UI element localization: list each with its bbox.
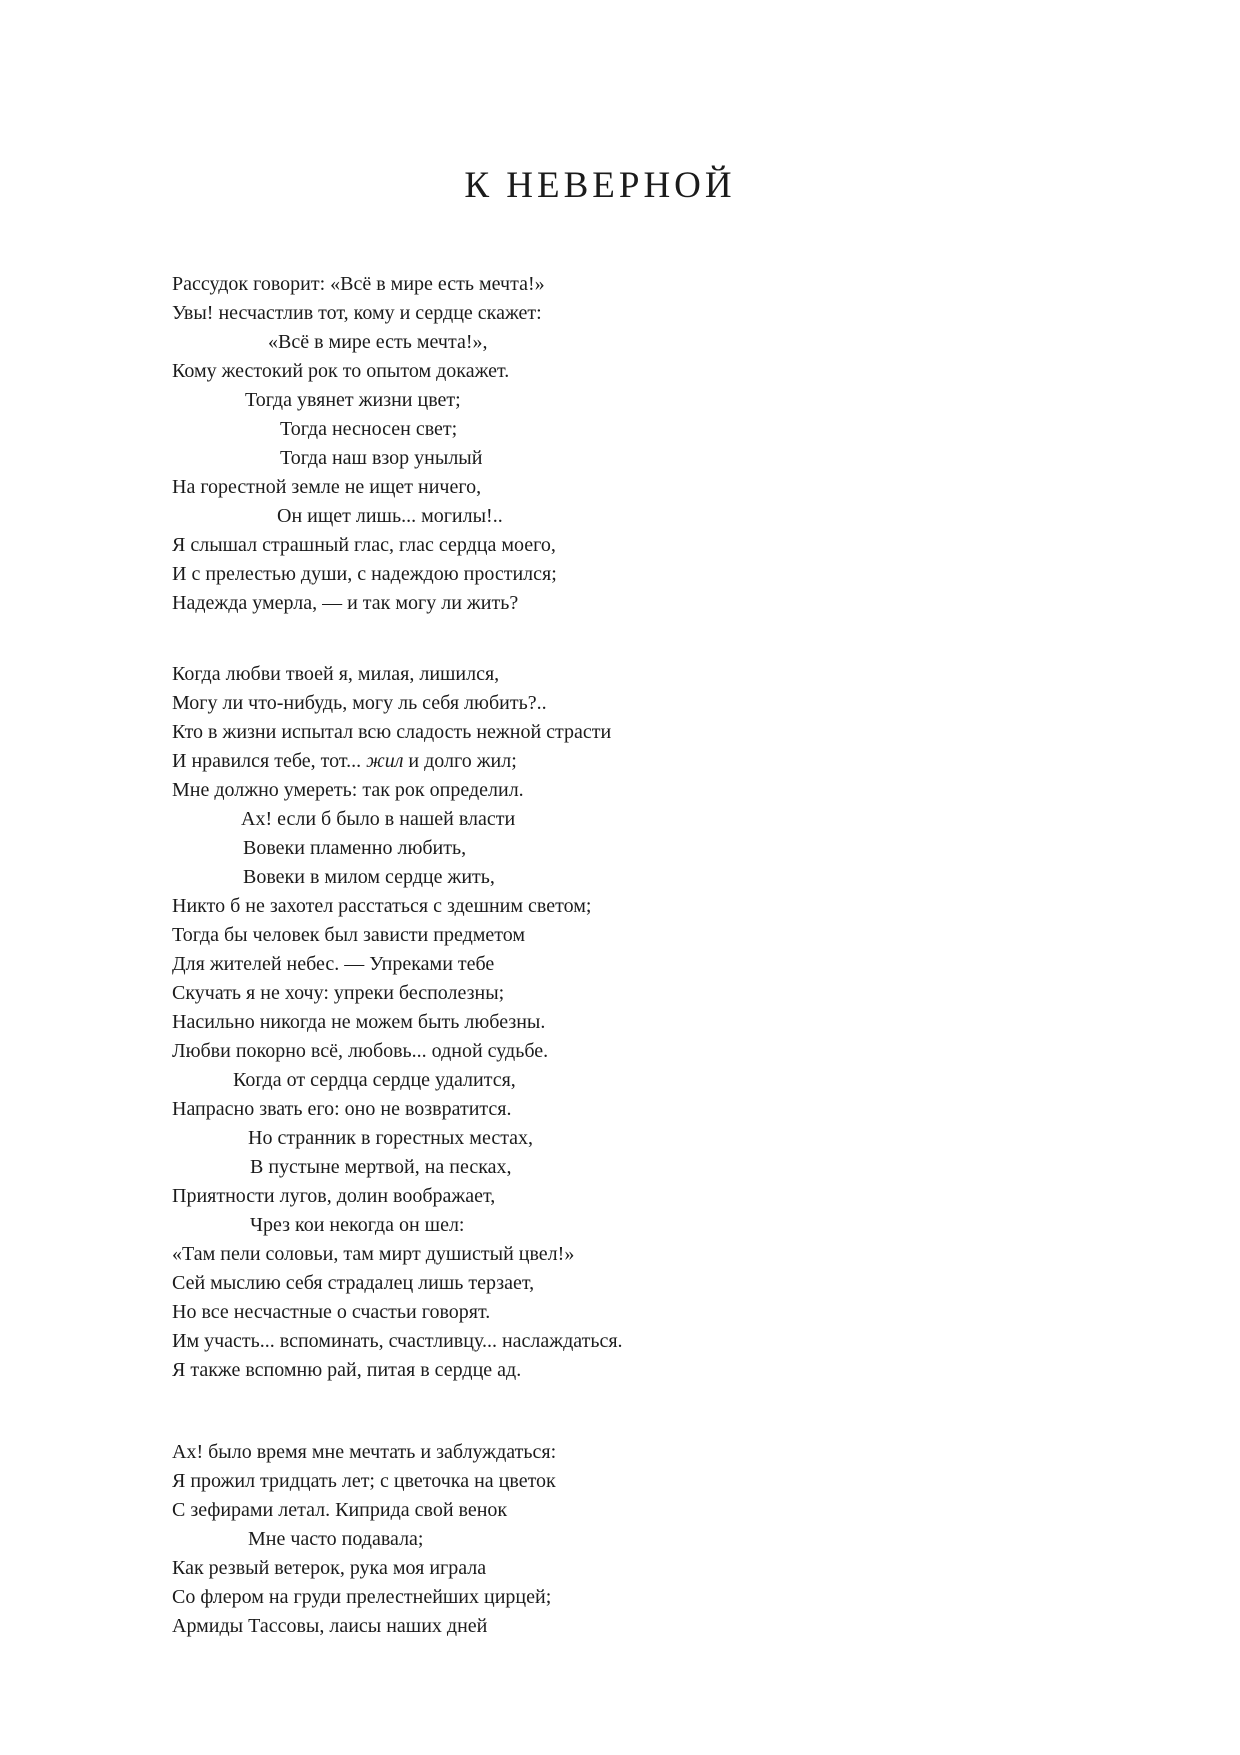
poem-line: Тогда увянет жизни цвет; [245, 389, 461, 411]
poem-line: Мне часто подавала; [248, 1528, 424, 1550]
poem-line: Я прожил тридцать лет; с цветочка на цветок [172, 1470, 556, 1492]
poem-line: Тогда несносен свет; [280, 418, 458, 440]
poem-line: С зефирами летал. Киприда свой венок [172, 1499, 508, 1521]
poem-title: К НЕВЕРНОЙ [464, 165, 736, 206]
poem-line: Напрасно звать его: оно не возвратится. [172, 1098, 512, 1120]
poem-line: Когда от сердца сердце удалится, [233, 1069, 516, 1091]
poem-line: Могу ли что-нибудь, могу ль себя любить?.. [172, 692, 547, 714]
poem-line [172, 747, 1240, 776]
poem-line-segment: И нравился тебе, тот... [172, 750, 367, 772]
poem-line: Тогда наш взор унылый [280, 447, 483, 469]
stanza [172, 1438, 1240, 1641]
poem-line: Когда любви твоей я, милая, лишился, [172, 663, 500, 685]
poem-line: Армиды Тассовы, лаисы наших дней [172, 1615, 488, 1637]
poem-line: Чрез кои некогда он шел: [250, 1214, 465, 1236]
poem-line-segment: и долго жил; [403, 750, 517, 772]
poem-line: Им участь... вспоминать, счастливцу... наслаждаться. [172, 1330, 623, 1352]
poem-line: Сей мыслию себя страдалец лишь терзает, [172, 1272, 535, 1294]
poem-line: Приятности лугов, долин воображает, [172, 1185, 496, 1207]
poem-line: Но все несчастные о счастьи говорят. [172, 1301, 491, 1323]
poem-line: И с прелестью души, с надеждою простился; [172, 563, 557, 585]
poem-line: Ах! было время мне мечтать и заблуждаться: [172, 1441, 557, 1463]
poem-line: Вовеки в милом сердце жить, [243, 866, 495, 888]
poem-line: «Там пели соловьи, там мирт душистый цвел!» [172, 1243, 575, 1265]
poem-line-segment-italic: жил [366, 750, 404, 772]
poem-line: Рассудок говорит: «Всё в мире есть мечта!» [172, 273, 545, 295]
poem-line: Увы! несчастлив тот, кому и сердце скажет: [172, 302, 542, 324]
poem-line: Со флером на груди прелестнейших цирцей; [172, 1586, 552, 1608]
poem-line: Для жителей небес. — Упреками тебе [172, 953, 495, 975]
poem-line: Любви покорно всё, любовь... одной судьбе. [172, 1040, 549, 1062]
poem-line: Я также вспомню рай, питая в сердце ад. [172, 1359, 522, 1381]
poem-line: Кому жестокий рок то опытом докажет. [172, 360, 510, 382]
stanza [172, 270, 1240, 618]
poem-line: Никто б не захотел расстаться с здешним светом; [172, 895, 592, 917]
poem-line: Он ищет лишь... могилы!.. [277, 505, 503, 527]
poem-line: Скучать я не хочу: упреки бесполезны; [172, 982, 505, 1004]
poem-body [0, 270, 1240, 1641]
poem-line: «Всё в мире есть мечта!», [268, 331, 488, 353]
poem-line: В пустыне мертвой, на песках, [250, 1156, 512, 1178]
poem-line: Но странник в горестных местах, [248, 1127, 534, 1149]
poem-line: Ах! если б было в нашей власти [241, 808, 516, 830]
poem-line: На горестной земле не ищет ничего, [172, 476, 482, 498]
poem-line: Насильно никогда не можем быть любезны. [172, 1011, 546, 1033]
poem-line: Тогда бы человек был зависти предметом [172, 924, 526, 946]
poem-line: Мне должно умереть: так рок определил. [172, 779, 524, 801]
poem-line: Надежда умерла, — и так могу ли жить? [172, 592, 519, 614]
stanza [172, 660, 1240, 1385]
poem-line: Я слышал страшный глас, глас сердца моего, [172, 534, 556, 556]
poem-line: Как резвый ветерок, рука моя играла [172, 1557, 487, 1579]
poem-line: Вовеки пламенно любить, [243, 837, 467, 859]
poem-line: Кто в жизни испытал всю сладость нежной страсти [172, 721, 612, 743]
